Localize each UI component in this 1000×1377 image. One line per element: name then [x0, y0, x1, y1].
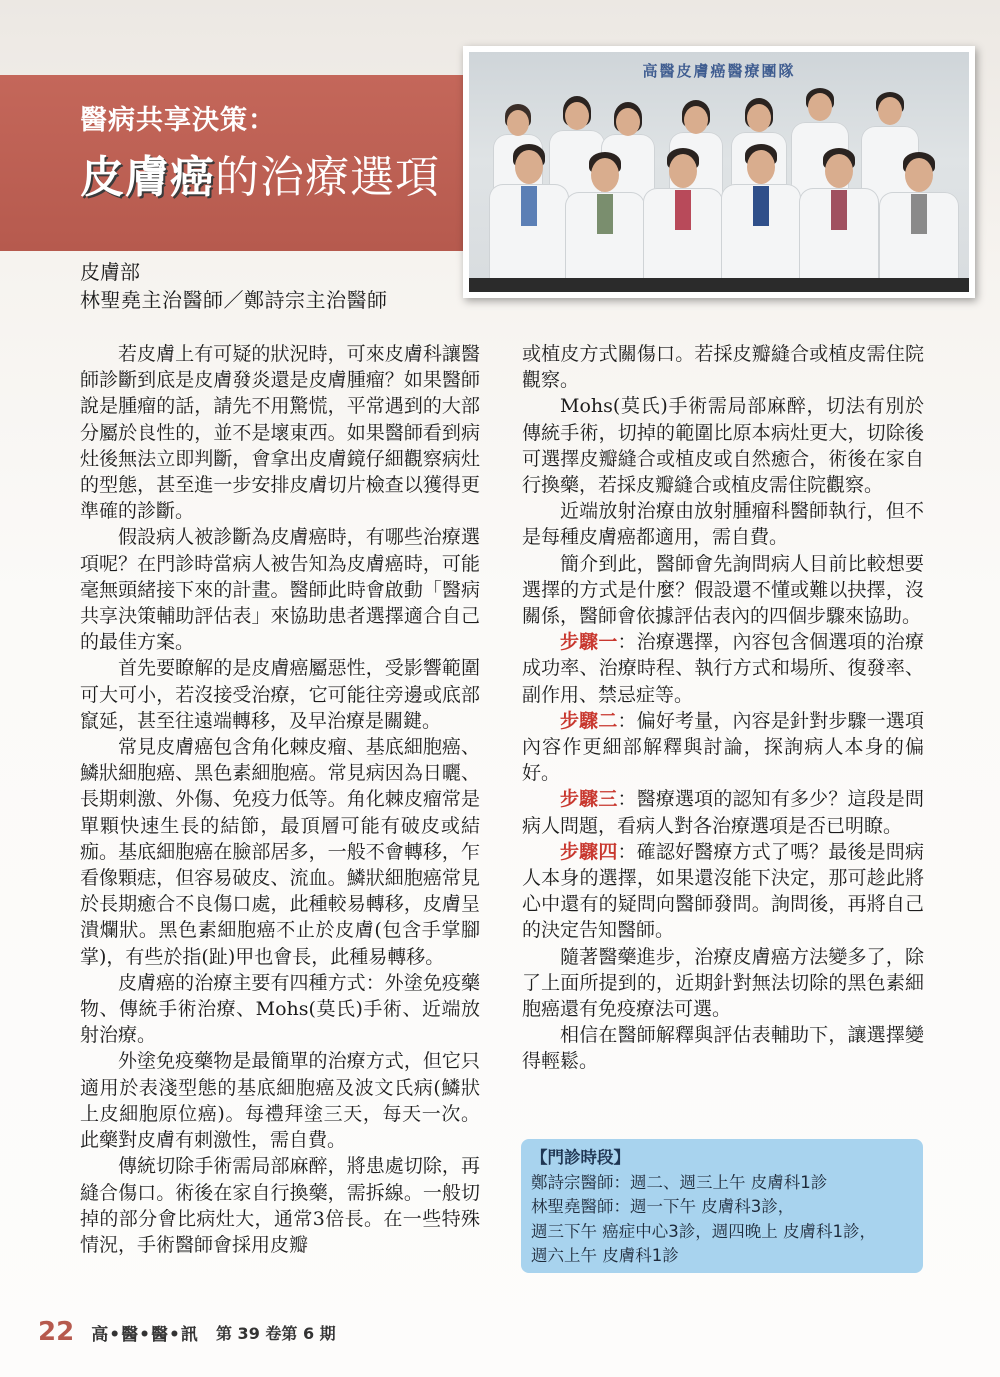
team-member [489, 144, 569, 292]
paragraph: 假設病人被診斷為皮膚癌時，有哪些治療選項呢？在門診時當病人被告知為皮膚癌時，可能毫無頭緒接下來的計畫。醫師此時會啟動「醫病共享決策輔助評估表」來協助患者選擇適合自己的最佳方案。 [80, 526, 480, 654]
body-column-left [80, 341, 480, 1258]
clinic-hours-line: 鄭詩宗醫師：週二、週三上午 皮膚科1診 [531, 1172, 828, 1192]
paragraph: 若皮膚上有可疑的狀況時，可來皮膚科讓醫師診斷到底是皮膚發炎還是皮膚腫瘤？如果醫師說是腫瘤的話，請先不用驚慌，平常遇到的大部分屬於良性的，並不是壞東西。如果醫師看到病灶後無法立即判斷，會拿出皮膚鏡仔細觀察病灶的型態，甚至進一步安排皮膚切片檢查以獲得更準確的診斷。 [80, 343, 480, 523]
step-paragraph [522, 786, 924, 838]
paragraph: 常見皮膚癌包含角化棘皮瘤、基底細胞癌、鱗狀細胞癌、黑色素細胞癌。常見病因為日曬、長期刺激、外傷、免疫力低等。角化棘皮瘤常是單顆快速生長的結節，最頂層可能有破皮或結痂。基底細胞癌在臉部居多，一般不會轉移，乍看像顆痣，但容易破皮、流血。鱗狀細胞癌常見於長期癒合不良傷口處，此種較易轉移，皮膚呈潰爛狀。黑色素細胞癌不止於皮膚(包含手掌腳掌)，有些於指(趾)甲也會長，此種易轉移。 [80, 736, 480, 968]
team-photo-frame [463, 46, 975, 298]
clinic-hours-line: 林聖堯醫師：週一下午 皮膚科3診， [531, 1197, 795, 1216]
step-label: 步驟三 [560, 788, 618, 811]
article-title-line2 [80, 141, 440, 205]
paragraph: 外塗免疫藥物是最簡單的治療方式，但它只適用於表淺型態的基底細胞癌及波文氏病(鱗狀上皮細胞原位癌)。每禮拜塗三天，每天一次。此藥對皮膚有刺激性，需自費。 [80, 1050, 480, 1152]
team-member [799, 148, 879, 292]
team-member [643, 148, 723, 292]
step-label: 步驟四 [560, 840, 618, 863]
step-label: 步驟一 [560, 631, 618, 654]
step-text: ：偏好考量，內容是針對步驟一選項內容作更細部解釋與討論，探詢病人本身的偏好。 [522, 709, 924, 785]
team-member [565, 152, 645, 292]
article-title-line1: 醫病共享決策： [80, 105, 276, 136]
department: 皮膚部 [80, 260, 140, 284]
paragraph: 首先要瞭解的是皮膚癌屬惡性，受影響範圍可大可小，若沒接受治療，它可能往旁邊或底部竄延，甚至往遠端轉移，及早治療是關鍵。 [80, 657, 480, 732]
authors: 林聖堯主治醫師／鄭詩宗主治醫師 [80, 288, 388, 312]
team-photo [469, 52, 969, 292]
step-text: ：醫療選項的認知有多少？這段是問病人問題，看病人對各治療選項是否已明瞭。 [522, 788, 924, 837]
body-column-right [522, 341, 924, 1075]
article-title-emphasis: 皮膚癌 [80, 152, 215, 203]
paragraph: 相信在醫師解釋與評估表輔助下，讓選擇變得輕鬆。 [522, 1024, 924, 1073]
magazine-name: 高•醫•醫•訊 [91, 1324, 199, 1345]
chair-row [469, 278, 969, 292]
paragraph: 皮膚癌的治療主要有四種方式：外塗免疫藥物、傳統手術治療、Mohs(莫氏)手術、近端放射治療。 [80, 971, 480, 1047]
paragraph: 簡介到此，醫師會先詢問病人目前比較想要選擇的方式是什麼？假設還不懂或難以抉擇，沒關係，醫師會依據評估表內的四個步驟來協助。 [522, 552, 924, 628]
photo-caption: 高醫皮膚癌醫療團隊 [642, 62, 796, 80]
page-number: 22 [38, 1317, 75, 1347]
step-paragraph [522, 708, 924, 787]
clinic-hours-line: 週三下午 癌症中心3診，週四晚上 皮膚科1診， [531, 1221, 876, 1241]
paragraph: 傳統切除手術需局部麻醉，將患處切除，再縫合傷口。術後在家自行換藥，需拆線。一般切掉的部分會比病灶大，通常3倍長。在一些特殊情況，手術醫師會採用皮瓣 [80, 1155, 480, 1256]
team-member [721, 144, 801, 292]
paragraph-continuation: 或植皮方式關傷口。若採皮瓣縫合或植皮需住院觀察。 [522, 343, 924, 392]
step-paragraph [522, 839, 924, 944]
clinic-hours-box [521, 1139, 923, 1273]
clinic-hours-heading: 【門診時段】 [531, 1148, 630, 1167]
issue-number: 第 39 卷第 6 期 [215, 1323, 336, 1343]
paragraph: 近端放射治療由放射腫瘤科醫師執行，但不是每種皮膚癌都適用，需自費。 [522, 500, 924, 549]
step-text: ：確認好醫療方式了嗎？最後是問病人本身的選擇，如果還沒能下決定，那可趁此將心中還有的疑問向醫師發問。詢問後，再將自己的決定告知醫師。 [522, 840, 924, 942]
step-paragraph [522, 629, 924, 708]
page-footer [38, 1317, 336, 1347]
article-title-rest: 的治療選項 [215, 152, 440, 203]
clinic-hours-line: 週六上午 皮膚科1診 [531, 1246, 679, 1265]
team-member [879, 152, 959, 292]
paragraph: Mohs(莫氏)手術需局部麻醉，切法有別於傳統手術，切掉的範圍比原本病灶更大，切除後可選擇皮瓣縫合或植皮或自然癒合，術後在家自行換藥，若採皮瓣縫合或植皮需住院觀察。 [522, 395, 924, 497]
step-label: 步驟二 [560, 709, 618, 732]
step-text: ：治療選擇，內容包含個選項的治療成功率、治療時程、執行方式和場所、復發率、副作用、禁忌症等。 [522, 631, 924, 706]
paragraph: 隨著醫藥進步，治療皮膚癌方法變多了，除了上面所提到的，近期針對無法切除的黑色素細胞癌還有免疫療法可選。 [522, 945, 924, 1021]
